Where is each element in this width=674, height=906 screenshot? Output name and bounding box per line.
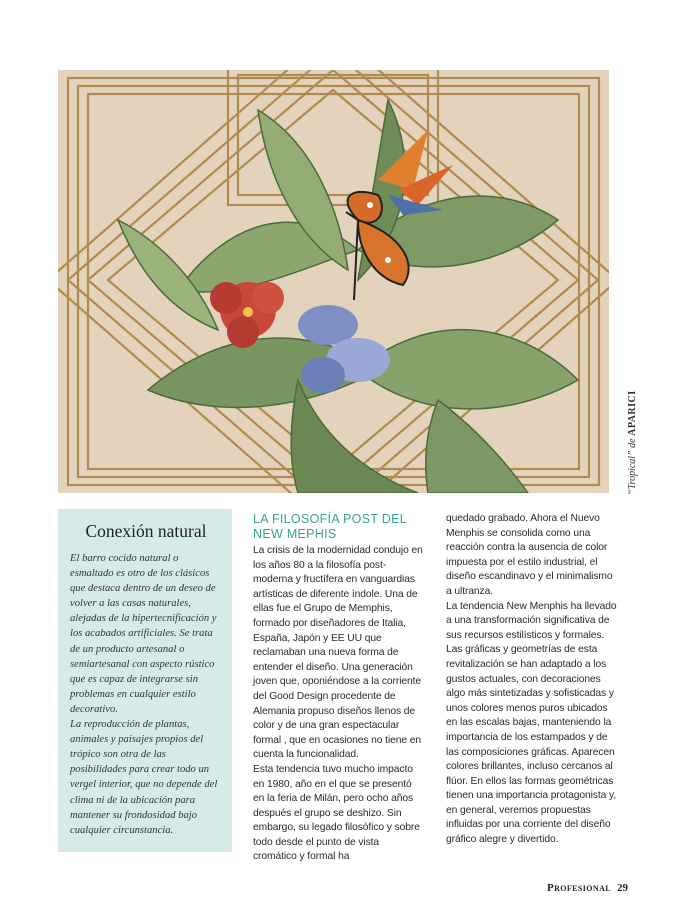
article-paragraph-3: quedado grabado. Ahora el Nuevo Menphis se consolida como una reacción contra la ausencia de color impuesta por el estilo industrial, el diseño escandinavo y el minimalismo a ultranza. [446, 513, 613, 597]
sidebar-title: Conexión natural [85, 521, 207, 541]
article-column-1 [253, 512, 423, 865]
article-column-2 [446, 512, 617, 848]
article-paragraph-4: La tendencia New Menphis ha llevado a una transformación significativa de sus recursos estilísticos y formales. Las gráficas y geometrías de esta revitalización se han adaptado a los gustos actuales, con decoraciones algo más sintetizadas y sofisticadas y unos colores menos puros ubicados en las escalas bajas, manteniendo la importancia de los estampados y de las composiciones gráficas. Aparecen colores brillantes, incluso cercanos al flúor. En ellos las formas geométricas tienen una importancia protagonista y, en general, veremos propuestas influidas por una corriente del diseño gráfico alegre y divertido. [446, 600, 617, 846]
caption-brand: APARICI [627, 390, 638, 436]
article-heading: LA FILOSOFÍA POST DEL NEW MEPHIS [253, 512, 407, 541]
page-number: 29 [617, 882, 628, 894]
sidebar-paragraph-2: La reproducción de plantas, animales y paisajes propios del trópico son otra de las posibilidades para crear todo un vergel interior, que no depende del clima ni de la ubicación para mantener su frondosidad bajo cualquier circunstancia. [70, 719, 218, 836]
page-footer [547, 882, 628, 894]
article-paragraph-1: La crisis de la modernidad condujo en los años 80 a la filosofía post-moderna y fructífera en vanguardias artísticas de diferente índole. Una de ellas fue el Grupo de Memphis, formado por diseñadores de Italia, España, Japón y EE UU que reclamaban una nueva forma de entender el diseño. Una generación joven que, oponiéndose a la corriente del Good Design procedente de Alemania propuso diseños llenos de color y de una gran espectacular formal , que en ocasiones no tiene en cuenta la funcionalidad. [253, 545, 423, 761]
article-paragraph-2: Esta tendencia tuvo mucho impacto en 1980, año en el que se presentó en la feria de Milán, pero ocho años después el grupo se deshizo. Sin embargo, su legado filosófico y sobre todo desde el punto de vista cromático y formal ha [253, 763, 420, 863]
photo-caption [611, 370, 638, 500]
tropical-tile-photo [58, 70, 609, 493]
magazine-name: Profesional [546, 882, 611, 894]
caption-by: de [627, 438, 638, 448]
sidebar-paragraph-1: El barro cocido natural o esmaltado es otro de los clásicos que destaca dentro de un deseo de volver a las casas naturales, alejadas de la hipertecnificación y los acabados artificiales. Se trata de un producto artesanal o semiartesanal con aspecto rústico que es capaz de integrarse sin problemas en cualquier estilo decorativo. [70, 553, 217, 715]
sidebar-box [58, 509, 232, 852]
tropical-illustration [58, 70, 609, 493]
caption-title: “Tropical” [627, 450, 638, 495]
